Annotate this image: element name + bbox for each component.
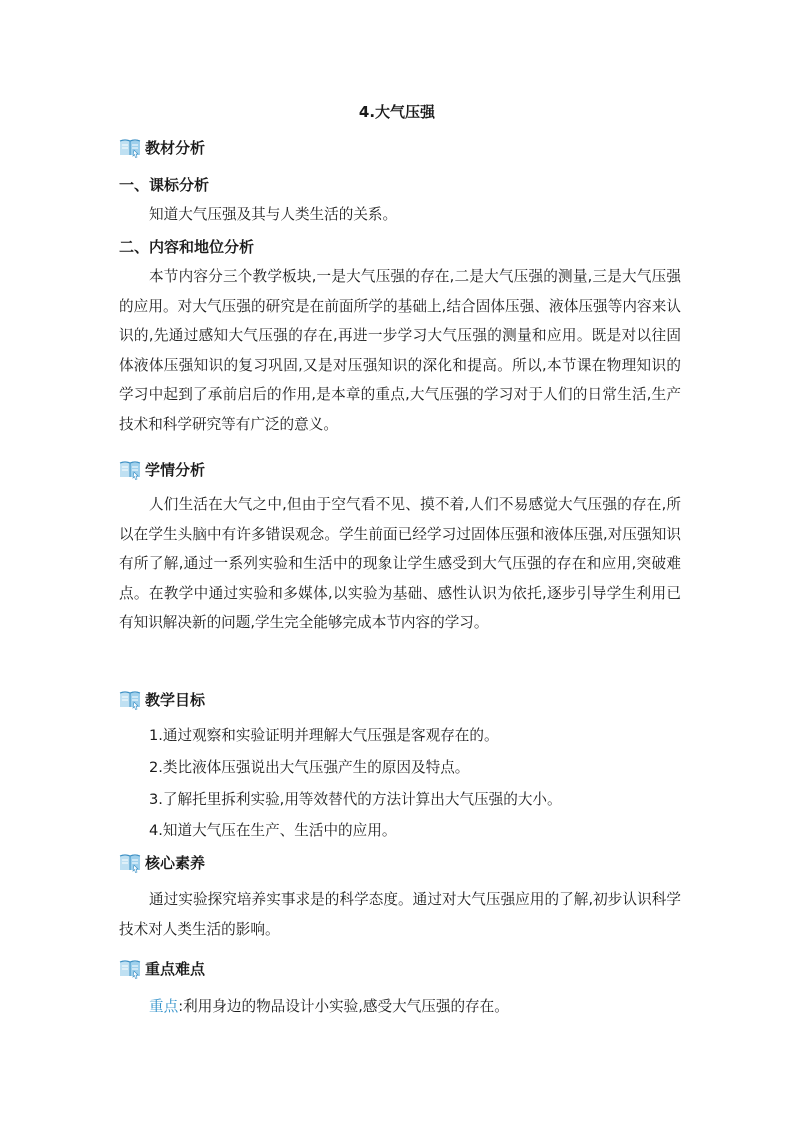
section-header-textbook-analysis [119,136,205,160]
objective-item: 1.通过观察和实验证明并理解大气压强是客观存在的。 [149,727,499,744]
paragraph-content-position: 本节内容分三个教学板块,一是大气压强的存在,二是大气压强的测量,三是大气压强的应用。对大气压强的研究是在前面所学的基础上,结合固体压强、液体压强等内容来认识的,先通过感知大气压强的存在,再进一步学习大气压强的测量和应用。既是对以往固体液体压强知识的复习巩固,又是对压强知识的深化和提高。所以,本节课在物理知识的学习中起到了承前启后的作用,是本章的重点,大气压强的学习对于人们的日常生活,生产技术和科学研究等有广泛的意义。 [119,268,681,433]
section-heading: 学情分析 [145,461,206,479]
section-header-key-points [119,957,205,981]
key-point-line [149,995,509,1019]
section-heading: 重点难点 [145,960,206,978]
book-icon [119,959,141,979]
book-icon [119,853,141,873]
section-heading: 教材分析 [145,139,206,157]
document-title: 4.大气压强 [358,103,436,121]
book-icon [119,138,141,158]
book-icon [119,460,141,480]
paragraph-student-analysis: 人们生活在大气之中,但由于空气看不见、摸不着,人们不易感觉大气压强的存在,所以在学生头脑中有许多错误观念。学生前面已经学习过固体压强和液体压强,对压强知识有所了解,通过一系列实验和生活中的现象让学生感受到大气压强的存在和应用,突破难点。在教学中通过实验和多媒体,以实验为基础、感性认识为依托,逐步引导学生利用已有知识解决新的问题,学生完全能够完成本节内容的学习。 [119,496,681,631]
section-header-objectives [119,688,205,712]
section-header-student-analysis [119,458,205,482]
section-heading: 教学目标 [145,691,206,709]
paragraph-curriculum: 知道大气压强及其与人类生活的关系。 [149,206,398,223]
subheading-content-position: 二、内容和地位分析 [119,238,255,256]
paragraph-core-literacy: 通过实验探究培养实事求是的科学态度。通过对大气压强应用的了解,初步认识科学技术对人类生活的影响。 [119,891,681,938]
section-heading: 核心素养 [145,854,206,872]
objective-item: 4.知道大气压在生产、生活中的应用。 [149,822,397,839]
section-header-core-literacy [119,851,205,875]
objective-item: 2.类比液体压强说出大气压强产生的原因及特点。 [149,759,470,776]
key-point-text: :利用身边的物品设计小实验,感受大气压强的存在。 [178,998,509,1015]
book-icon [119,690,141,710]
subheading-curriculum: 一、课标分析 [119,176,210,194]
objective-item: 3.了解托里拆利实验,用等效替代的方法计算出大气压强的大小。 [149,791,562,808]
key-point-label: 重点 [149,998,179,1015]
